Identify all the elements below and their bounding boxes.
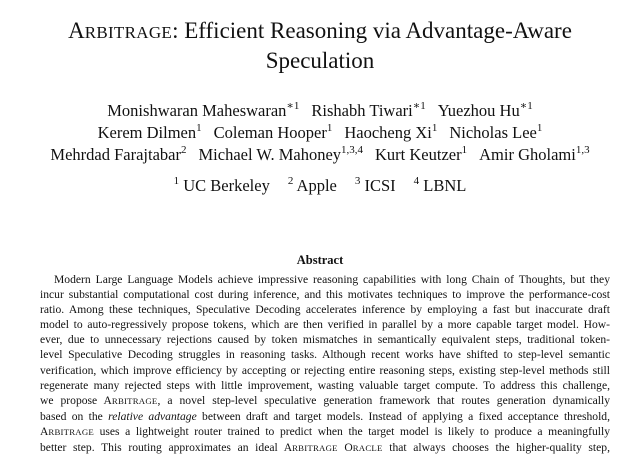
- author: [479, 144, 589, 166]
- affiliation-name: LBNL: [423, 176, 467, 195]
- title-smallcaps-rest: RBITRAGE: [84, 23, 173, 42]
- affiliation-marker: 2: [287, 175, 294, 187]
- author: [98, 122, 202, 144]
- author-affiliation-marker: ∗1: [519, 100, 533, 112]
- author: [344, 122, 437, 144]
- abstract-line: model to auto-regressively propose tokens, which are then verified in parallel by a more capable target model. How-: [40, 318, 610, 332]
- abstract-line: we propose ARBITRAGE, a novel step-level speculative generation framework that routes generation dynamically: [40, 393, 610, 407]
- author-name: Haocheng Xi: [344, 123, 432, 142]
- author-name: Kerem Dilmen: [97, 123, 197, 142]
- italic-term: relative advantage: [108, 409, 197, 423]
- author-name: Michael W. Mahoney: [198, 145, 342, 164]
- author: [438, 100, 533, 122]
- author: [50, 144, 186, 166]
- author-affiliation-marker: 1: [326, 122, 333, 134]
- paper-title-line-1: [0, 16, 640, 48]
- affiliation: [414, 175, 467, 197]
- affiliation: [288, 175, 337, 197]
- authors-row-1: [0, 100, 640, 122]
- affiliation-marker: 3: [354, 175, 361, 187]
- affiliation-name: UC Berkeley: [183, 176, 270, 195]
- affiliation-name: Apple: [296, 176, 337, 195]
- author: [199, 144, 364, 166]
- author: [311, 100, 425, 122]
- authors-row-2: [0, 122, 640, 144]
- author-name: Mehrdad Farajtabar: [50, 145, 181, 164]
- abstract-body: [40, 272, 610, 456]
- author-affiliation-marker: 1,3: [575, 144, 590, 156]
- abstract-line: Modern Large Language Models achieve impressive reasoning capabilities with long Chain of Thoughts, but they: [54, 273, 610, 286]
- title-rest: : Efficient Reasoning via Advantage-Aware: [172, 18, 572, 43]
- affiliation-marker: 4: [413, 175, 420, 187]
- author-affiliation-marker: 1: [461, 144, 468, 156]
- author-name: Yuezhou Hu: [437, 101, 520, 120]
- author: [107, 100, 299, 122]
- abstract-line: regenerate many rejected steps with little improvement, wasting valuable target compute. To address this challenge,: [40, 378, 610, 392]
- title-smallcaps-initial: A: [68, 18, 85, 43]
- author-name: Rishabh Tiwari: [311, 101, 413, 120]
- author-affiliation-marker: ∗1: [412, 100, 426, 112]
- author-affiliation-marker: 1: [196, 122, 202, 134]
- author-name: Nicholas Lee: [449, 123, 537, 142]
- abstract-heading: Abstract: [296, 253, 344, 267]
- author-name: Kurt Keutzer: [375, 145, 462, 164]
- author: [375, 144, 467, 166]
- abstract-line: ever, due to unnecessary rejections caused by token mismatches in semantically equivalent steps, traditional token-: [40, 333, 610, 347]
- affiliation: [174, 175, 270, 197]
- author-affiliation-marker: 1: [431, 122, 438, 134]
- author: [214, 122, 333, 144]
- author-name: Amir Gholami: [479, 145, 576, 164]
- abstract-line: ARBITRAGE uses a lightweight router trained to predict when the target model is likely to produce a meaningfully: [40, 424, 610, 438]
- author-affiliation-marker: 1,3,4: [341, 144, 364, 156]
- affiliation-name: ICSI: [364, 176, 396, 195]
- author-affiliation-marker: 1: [536, 122, 543, 134]
- abstract-line: incur substantial computational cost during inference, and this motivates techniques to improve the performance-cost: [40, 288, 610, 302]
- abstract-line: based on the relative advantage between draft and target models. Instead of applying a fixed acceptance threshold,: [40, 409, 610, 423]
- author-name: Monishwaran Maheswaran: [107, 101, 287, 120]
- abstract-line: ratio. Among these techniques, Speculative Decoding accelerates inference by employing a fast but inaccurate draft: [40, 303, 610, 317]
- affiliation-marker: 1: [173, 175, 180, 187]
- author-affiliation-marker: ∗1: [286, 100, 300, 112]
- affiliation: [355, 175, 396, 197]
- abstract-line: verification, which improve efficiency by accepting or rejecting entire reasoning steps, existing step-level methods still: [40, 363, 610, 377]
- paper-title-line-2: Speculation: [265, 48, 375, 73]
- authors-row-3: [0, 144, 640, 166]
- abstract-line: better step. This routing approximates an ideal ARBITRAGE ORACLE that always chooses the higher-quality step,: [40, 441, 610, 455]
- author-affiliation-marker: 2: [181, 144, 187, 156]
- author-name: Coleman Hooper: [213, 123, 327, 142]
- abstract-line: level Speculative Decoding struggles in reasoning tasks. Although recent works have shifted to step-level semantic: [40, 348, 610, 362]
- affiliations: [0, 175, 640, 197]
- author: [449, 122, 542, 144]
